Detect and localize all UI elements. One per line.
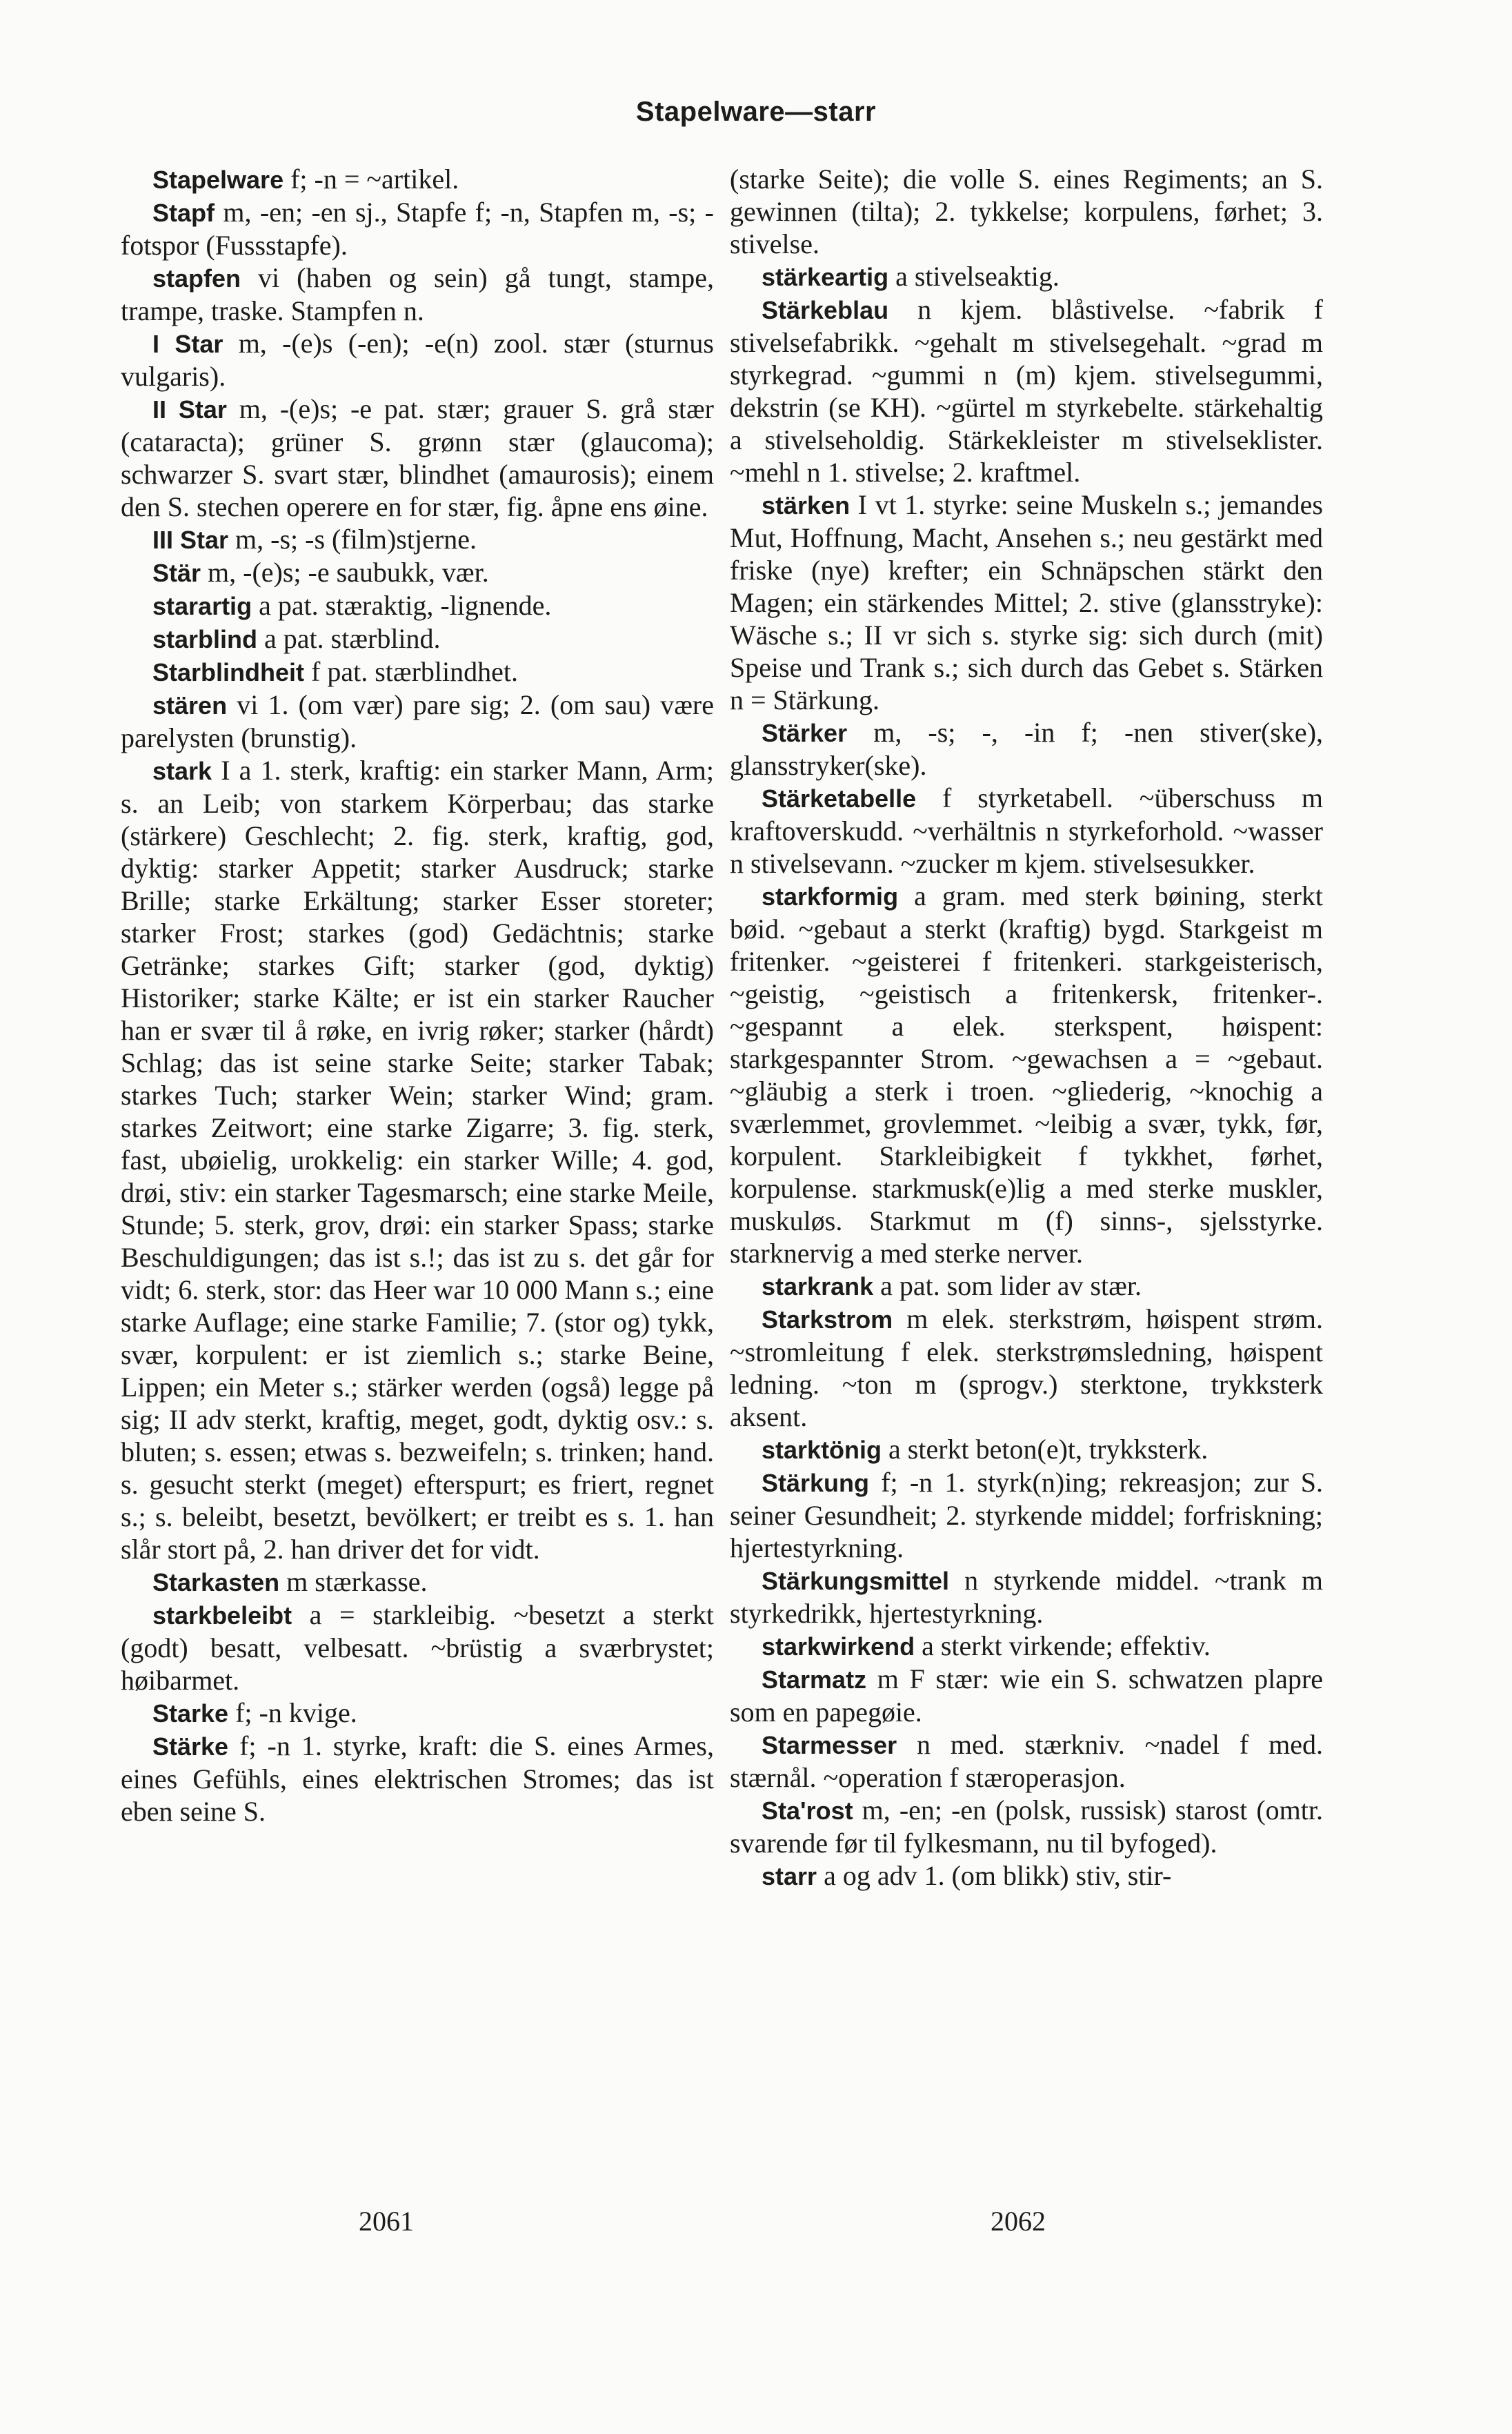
definition: a og adv 1. (om blikk) stiv, stir-	[824, 1860, 1172, 1891]
definition: a pat. som lider av stær.	[880, 1270, 1142, 1301]
definition: m, -en; -en (polsk, russisk) starost (omtr. svarende før til fylkesmann, nu til byfoged).	[730, 1794, 1324, 1859]
headword: Sta'rost	[762, 1797, 853, 1825]
headword: II Star	[152, 395, 227, 424]
headword: Stärketabelle	[762, 784, 917, 813]
dictionary-entry	[730, 782, 1323, 880]
headword: starkwirkend	[762, 1632, 915, 1661]
headword: I Star	[152, 330, 223, 358]
headword: Stärkung	[762, 1469, 870, 1497]
headword: Stär	[152, 559, 201, 587]
definition: (starke Seite); die volle S. eines Regiments; an S. gewinnen (tilta); 2. tykkelse; korpulens, førhet; 3. stivelse.	[730, 164, 1323, 259]
dictionary-entry	[121, 1599, 714, 1696]
headword: starkbeleibt	[152, 1601, 292, 1630]
dictionary-entry	[121, 689, 714, 754]
dictionary-entry	[121, 327, 714, 393]
definition: a = starkleibig. ~besetzt a sterkt (godt) besatt, velbesatt. ~brüstig a sværbrystet; høibarmet.	[121, 1599, 714, 1696]
definition: m F stær: wie ein S. schwatzen plapre som en papegøie.	[730, 1663, 1324, 1728]
headword: starr	[762, 1862, 817, 1890]
definition: f styrketabell. ~überschuss m kraftoverskudd. ~verhältnis n styrkeforhold. ~wasser n stivelsevann. ~zucker m kjem. stivelsesukker.	[730, 782, 1324, 879]
dictionary-entry	[121, 754, 714, 1565]
headword: Starkasten	[152, 1568, 280, 1596]
dictionary-entry	[730, 260, 1323, 293]
headword: stärken	[762, 491, 850, 520]
definition: a sterkt virkende; effektiv.	[922, 1630, 1211, 1661]
headword: stapfen	[152, 264, 241, 293]
definition: n styrkende middel. ~trank m styrkedrikk, hjertestyrkning.	[730, 1565, 1323, 1629]
page-header: Stapelware—starr	[635, 97, 877, 127]
headword: Starblindheit	[152, 658, 305, 686]
dictionary-entry	[730, 1794, 1323, 1859]
definition: f; -n = ~artikel.	[290, 164, 459, 195]
headword: stark	[152, 757, 212, 785]
definition: m stærkasse.	[286, 1566, 428, 1597]
dictionary-entry	[121, 655, 714, 689]
dictionary-entry	[730, 880, 1323, 1269]
dictionary-entry	[730, 1663, 1323, 1728]
definition: vi (haben og sein) gå tungt, stampe, trampe, traske. Stampfen n.	[121, 262, 714, 326]
definition: f; -n 1. styrk(n)ing; rekreasjon; zur S. seiner Gesundheit; 2. styrkende middel; forfriskning; hjertestyrkning.	[730, 1467, 1324, 1563]
dictionary-entry	[121, 556, 714, 589]
page-number-left: 2061	[359, 2206, 414, 2237]
dictionary-entry	[121, 196, 714, 261]
dictionary-entry	[730, 1728, 1323, 1794]
headword: starkrank	[762, 1272, 874, 1300]
headword: starblind	[152, 625, 258, 653]
dictionary-entry	[730, 1859, 1323, 1892]
headword: starktönig	[762, 1436, 882, 1464]
headword: Stärke	[152, 1732, 229, 1761]
definition: m, -(e)s; -e saubukk, vær.	[208, 557, 489, 588]
dictionary-entry	[730, 716, 1323, 782]
dictionary-entry	[121, 393, 714, 523]
definition: n kjem. blåstivelse. ~fabrik f stivelsefabrikk. ~gehalt m stivelsegehalt. ~grad m styrkegrad. ~gummi n (m) kjem. stivelsegummi, dekstrin (se KH). ~gürtel m styrkebelte. stärkehaltig a stivelseholdig. Stärkekleister m stivelseklister. ~mehl n 1. stivelse; 2. kraftmel.	[730, 294, 1323, 488]
dictionary-entry	[121, 261, 714, 327]
right-column	[730, 163, 1323, 1892]
definition: vi 1. (om vær) pare sig; 2. (om sau) være parelysten (brunstig).	[121, 689, 714, 753]
definition: m, -s; -s (film)stjerne.	[235, 524, 477, 555]
headword: Starkstrom	[762, 1305, 893, 1334]
definition: a sterkt beton(e)t, trykksterk.	[888, 1434, 1208, 1465]
definition: m, -(e)s (-en); -e(n) zool. stær (sturnus vulgaris).	[121, 328, 714, 392]
headword: stären	[152, 691, 228, 720]
headword: Stärkeblau	[762, 296, 889, 324]
definition: m, -(e)s; -e pat. stær; grauer S. grå stær (cataracta); grüner S. grønn stær (glaucoma); schwarzer S. svart stær, blindhet (amaurosis); einem den S. stechen operere en for stær, fig. åpne ens øine.	[121, 393, 715, 522]
headword: Starmatz	[762, 1665, 867, 1694]
dictionary-entry	[730, 1630, 1323, 1663]
headword: Stärkungsmittel	[762, 1567, 950, 1595]
dictionary-entry	[121, 622, 714, 655]
page-number-right: 2062	[991, 2206, 1046, 2237]
dictionary-entry	[730, 1303, 1323, 1433]
definition: I vt 1. styrke: seine Muskeln s.; jemandes Mut, Hoffnung, Macht, Ansehen s.; neu gestärkt med friske (nye) krefter; ein Schnäpschen stärkt den Magen; ein stärkendes Mittel; 2. stive (glansstryke): Wäsche s.; II vr sich s. styrke sig: sich durch (mit) Speise und Trank s.; sich durch das Gebet s. Stärken n = Stärkung.	[730, 489, 1323, 715]
headword: Stärker	[762, 719, 848, 747]
dictionary-entry	[730, 1564, 1323, 1630]
dictionary-entry	[121, 523, 714, 556]
headword: Starmesser	[762, 1731, 897, 1759]
headword: starkformig	[762, 882, 899, 911]
left-column	[121, 163, 714, 1828]
headword: starartig	[152, 592, 252, 620]
dictionary-entry	[730, 1466, 1323, 1564]
definition: n med. stærkniv. ~nadel f med. stærnål. ~operation f stæroperasjon.	[730, 1729, 1323, 1793]
headword: Stapf	[152, 199, 215, 227]
definition: f; -n 1. styrke, kraft: die S. eines Armes, eines Gefühls, eines elektrischen Stromes; das ist eben seine S.	[121, 1730, 714, 1827]
headword: Starke	[152, 1699, 229, 1728]
dictionary-entry	[121, 1565, 714, 1599]
definition: m elek. sterkstrøm, høispent strøm. ~stromleitung f elek. sterkstrømsledning, høispent ledning. ~ton m (sprogv.) sterktone, trykksterk aksent.	[730, 1303, 1324, 1432]
dictionary-entry	[730, 1269, 1323, 1303]
dictionary-entry	[121, 589, 714, 622]
definition: f; -n kvige.	[235, 1697, 357, 1728]
definition: a gram. med sterk bøining, sterkt bøid. ~gebaut a sterkt (kraftig) bygd. Starkgeist m fritenker. ~geisterei f fritenkeri. starkgeisterisch, ~geistig, ~geistisch a fritenkersk, fritenker-. ~gespannt a elek. sterkspent, høispent: starkgespannter Strom. ~gewachsen a = ~gebaut. ~gläubig a sterk i troen. ~gliederig, ~knochig a sværlemmet, grovlemmet. ~leibig a svær, tykk, før, korpulent. Starkleibigkeit f tykkhet, førhet, korpulense. starkmusk(e)lig a med sterke muskler, muskuløs. Starkmut m (f) sinns-, sjelsstyrke. starknervig a med sterke nerver.	[730, 880, 1323, 1269]
dictionary-entry	[730, 293, 1323, 488]
definition: I a 1. sterk, kraftig: ein starker Mann, Arm; s. an Leib; von starkem Körperbau; das starke (stärkere) Geschlecht; 2. fig. sterk, kraftig, god, dyktig: starker Appetit; starker Ausdruck; starke Brille; starke Erkältung; starker Esser storeter; starker Frost; starkes (god) Gedächtnis; starke Getränke; starkes Gift; starker (god, dyktig) Historiker; starke Kälte; er ist ein starker Raucher han er svær til å røke, en ivrig røker; starker (hårdt) Schlag; das ist seine starke Seite; starker Tabak; starkes Tuch; starker Wein; starker Wind; gram. starkes Zeitwort; eine starke Zigarre; 3. fig. sterk, fast, ubøielig, urokkelig: ein starker Wille; 4. god, drøi, stiv: ein starker Tagesmarsch; eine starke Meile, Stunde; 5. sterk, grov, drøi: ein starker Spass; starke Beschuldigungen; das ist s.!; das ist zu s. det går for vidt; 6. sterk, stor: das Heer war 10 000 Mann s.; eine starke Auflage; eine starke Familie; 7. (stor og) tykk, svær, korpulent: er ist ziemlich s.; starke Beine, Lippen; ein Meter s.; stärker werden (også) legge på sig; II adv sterkt, kraftig, meget, godt, dyktig osv.: s. bluten; s. essen; etwas s. bezweifeln; s. trinken; hand. s. gesucht sterkt (meget) efterspurt; es friert, regnet s.; s. beleibt, besetzt, bevölkert; er treibt es s. 1. han slår stort på, 2. han driver det for vidt.	[121, 755, 714, 1565]
headword: stärkeartig	[762, 263, 889, 291]
headword: Stapelware	[152, 166, 284, 194]
definition: m, -s; -, -in f; -nen stiver(ske), glansstryker(ske).	[730, 717, 1324, 781]
dictionary-entry	[121, 1730, 714, 1828]
definition: a stivelseaktig.	[895, 261, 1060, 292]
dictionary-entry	[121, 163, 714, 196]
definition: f pat. stærblindhet.	[311, 656, 518, 687]
dictionary-entry	[730, 163, 1323, 260]
dictionary-entry	[730, 488, 1323, 716]
definition: m, -en; -en sj., Stapfe f; -n, Stapfen m, -s; - fotspor (Fussstapfe).	[121, 197, 715, 261]
definition: a pat. stærblind.	[264, 623, 441, 654]
dictionary-entry	[730, 1433, 1323, 1466]
definition: a pat. stæraktig, -lignende.	[259, 590, 552, 621]
headword: III Star	[152, 526, 229, 554]
dictionary-entry	[121, 1696, 714, 1730]
